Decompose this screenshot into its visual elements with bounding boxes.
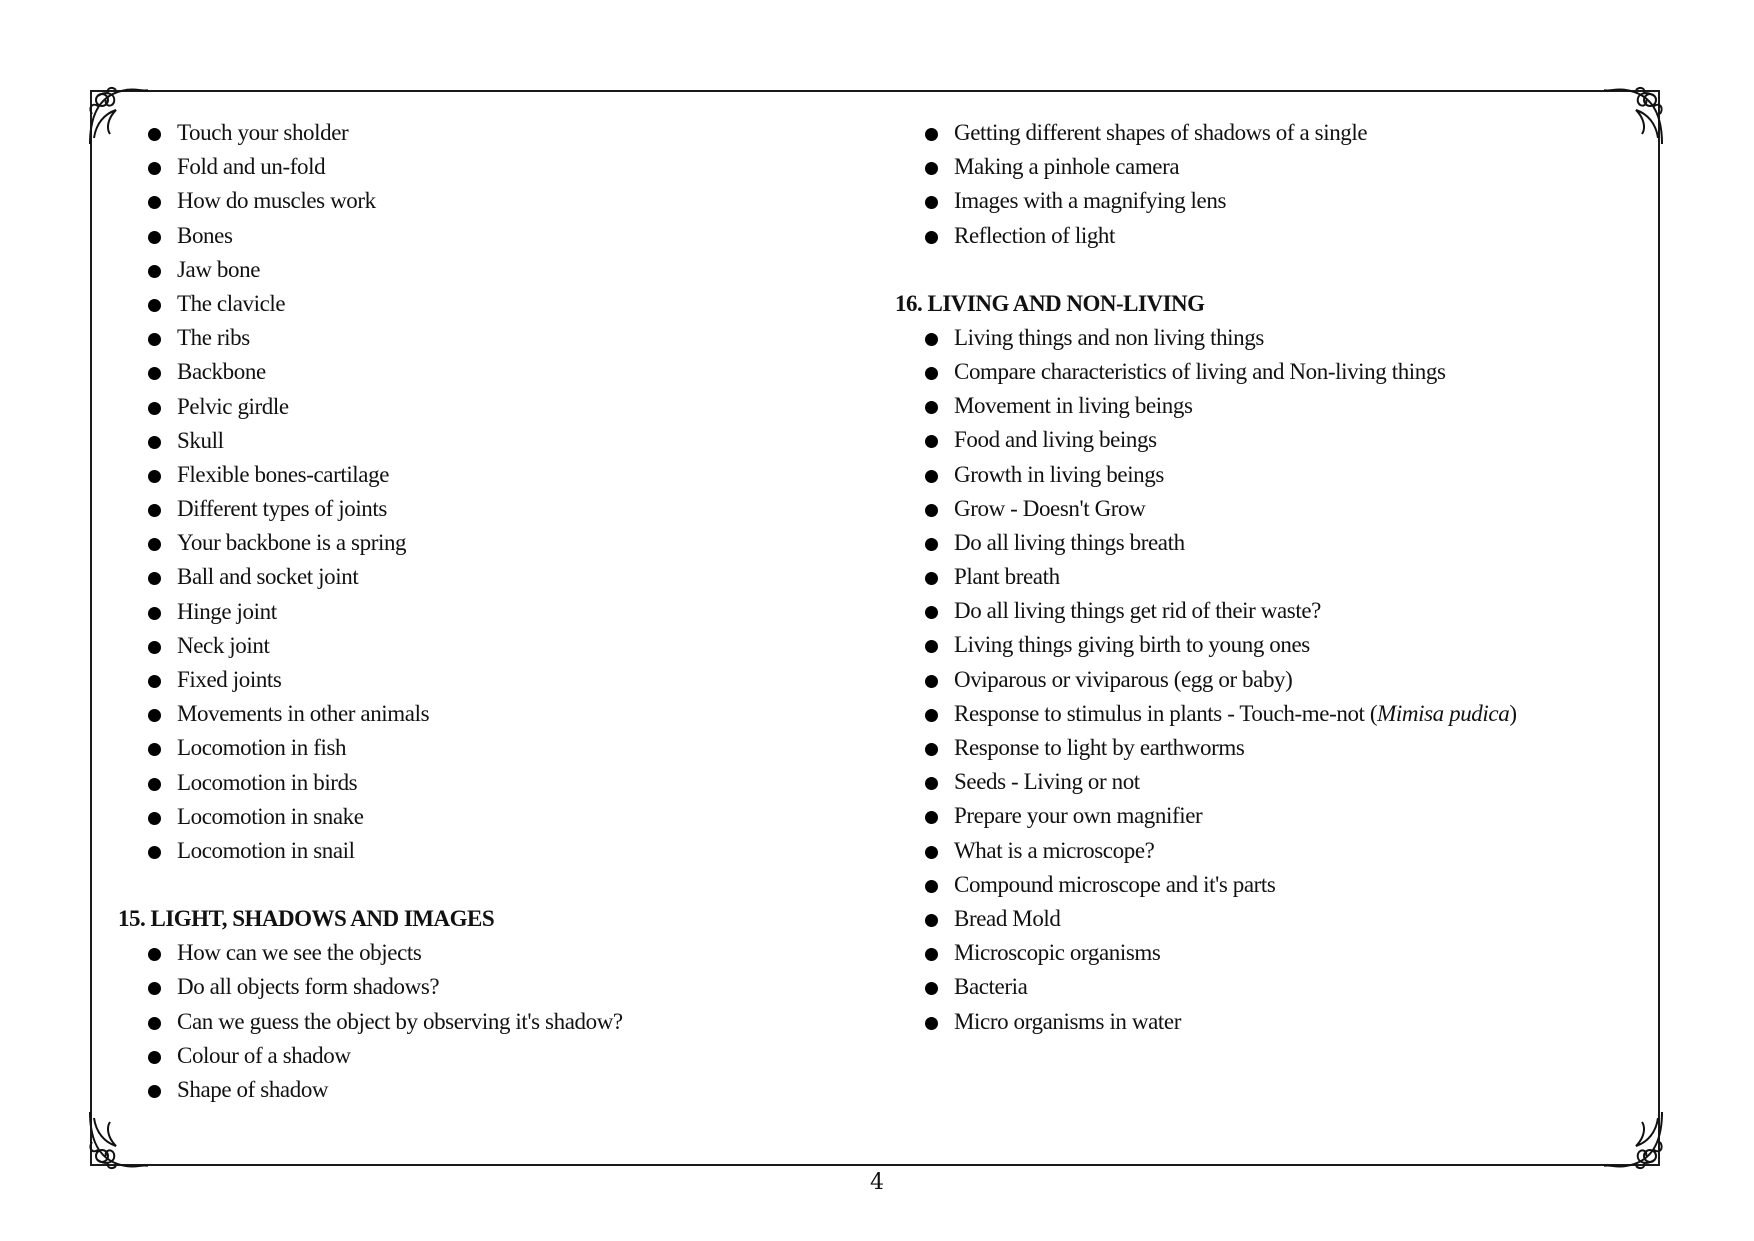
bullet-icon: [148, 162, 161, 175]
list-item: Food and living beings: [895, 423, 1635, 457]
list-item: Locomotion in snake: [118, 800, 878, 834]
list-item: The clavicle: [118, 287, 878, 321]
list-item: Different types of joints: [118, 492, 878, 526]
list-item: Reflection of light: [895, 219, 1635, 253]
bullet-icon: [925, 333, 938, 346]
list-item: Touch your sholder: [118, 116, 878, 150]
bullet-icon: [148, 572, 161, 585]
list-item: How do muscles work: [118, 184, 878, 218]
list-item: Micro organisms in water: [895, 1005, 1635, 1039]
list-item: Flexible bones-cartilage: [118, 458, 878, 492]
bullet-icon: [148, 299, 161, 312]
bullet-icon: [148, 265, 161, 278]
list-item: Do all objects form shadows?: [118, 970, 878, 1004]
bullet-icon: [925, 470, 938, 483]
bullet-icon: [148, 1085, 161, 1098]
list-item: What is a microscope?: [895, 834, 1635, 868]
list-item: Growth in living beings: [895, 458, 1635, 492]
bullet-icon: [925, 811, 938, 824]
list-item: Fold and un-fold: [118, 150, 878, 184]
right-topic-list: [895, 116, 1635, 253]
list-item: Hinge joint: [118, 595, 878, 629]
list-item: Movements in other animals: [118, 697, 878, 731]
page-number: 4: [870, 1170, 884, 1195]
bullet-icon: [148, 538, 161, 551]
bullet-icon: [925, 435, 938, 448]
bullet-icon: [148, 846, 161, 859]
list-item: Images with a magnifying lens: [895, 184, 1635, 218]
list-item: Compare characteristics of living and Non-living things: [895, 355, 1635, 389]
list-item: Grow - Doesn't Grow: [895, 492, 1635, 526]
list-item: Getting different shapes of shadows of a single: [895, 116, 1635, 150]
list-item: Bones: [118, 219, 878, 253]
list-item: Seeds - Living or not: [895, 765, 1635, 799]
list-item: Shape of shadow: [118, 1073, 878, 1107]
bullet-icon: [925, 880, 938, 893]
bullet-icon: [925, 982, 938, 995]
list-item: Neck joint: [118, 629, 878, 663]
bullet-icon: [148, 470, 161, 483]
list-item: How can we see the objects: [118, 936, 878, 970]
bullet-icon: [148, 128, 161, 141]
section-heading-16: 16. LIVING AND NON-LIVING: [895, 290, 1205, 316]
bullet-icon: [148, 436, 161, 449]
bullet-icon: [148, 607, 161, 620]
bullet-icon: [148, 982, 161, 995]
list-item: Making a pinhole camera: [895, 150, 1635, 184]
list-item: Plant breath: [895, 560, 1635, 594]
bullet-icon: [925, 640, 938, 653]
list-item: Backbone: [118, 355, 878, 389]
corner-ornament-bottom-right: [1600, 1106, 1666, 1172]
bullet-icon: [925, 777, 938, 790]
bullet-icon: [925, 538, 938, 551]
list-item: Your backbone is a spring: [118, 526, 878, 560]
bullet-icon: [925, 401, 938, 414]
bullet-icon: [148, 1051, 161, 1064]
bullet-icon: [148, 402, 161, 415]
list-item: Colour of a shadow: [118, 1039, 878, 1073]
bullet-icon: [925, 128, 938, 141]
bullet-icon: [925, 948, 938, 961]
bullet-icon: [148, 812, 161, 825]
bullet-icon: [148, 709, 161, 722]
bullet-icon: [925, 743, 938, 756]
corner-ornament-bottom-left: [86, 1106, 152, 1172]
list-item: Bacteria: [895, 970, 1635, 1004]
list-item: Locomotion in fish: [118, 731, 878, 765]
list-item: Locomotion in snail: [118, 834, 878, 868]
bullet-icon: [925, 572, 938, 585]
bullet-icon: [148, 196, 161, 209]
bullet-icon: [925, 367, 938, 380]
list-item: Oviparous or viviparous (egg or baby): [895, 663, 1635, 697]
left-topic-list: [118, 116, 878, 868]
bullet-icon: [925, 1017, 938, 1030]
list-item: Can we guess the object by observing it's shadow?: [118, 1005, 878, 1039]
bullet-icon: [148, 333, 161, 346]
bullet-icon: [925, 231, 938, 244]
bullet-icon: [925, 504, 938, 517]
bullet-icon: [148, 1017, 161, 1030]
list-item: Compound microscope and it's parts: [895, 868, 1635, 902]
section-heading-15: 15. LIGHT, SHADOWS AND IMAGES: [118, 906, 495, 932]
list-item: Prepare your own magnifier: [895, 799, 1635, 833]
list-item: Living things and non living things: [895, 321, 1635, 355]
list-item-stimulus: Response to stimulus in plants - Touch-me-not (Mimisa pudica): [895, 697, 1635, 731]
right-column: [895, 116, 1635, 1039]
list-item: Response to light by earthworms: [895, 731, 1635, 765]
bullet-icon: [925, 162, 938, 175]
bullet-icon: [925, 709, 938, 722]
bullet-icon: [925, 606, 938, 619]
bullet-icon: [148, 504, 161, 517]
list-item: Movement in living beings: [895, 389, 1635, 423]
left-column: [118, 116, 878, 1107]
bullet-icon: [148, 641, 161, 654]
bullet-icon: [148, 743, 161, 756]
list-item: Fixed joints: [118, 663, 878, 697]
bullet-icon: [148, 231, 161, 244]
list-item: Skull: [118, 424, 878, 458]
list-item: Microscopic organisms: [895, 936, 1635, 970]
section-15-list: [118, 936, 878, 1107]
list-item: Do all living things get rid of their waste?: [895, 594, 1635, 628]
section-16-list: [895, 321, 1635, 1039]
list-item: Bread Mold: [895, 902, 1635, 936]
bullet-icon: [925, 914, 938, 927]
bullet-icon: [148, 675, 161, 688]
bullet-icon: [148, 367, 161, 380]
bullet-icon: [925, 675, 938, 688]
list-item: Ball and socket joint: [118, 560, 878, 594]
list-item: Do all living things breath: [895, 526, 1635, 560]
list-item: The ribs: [118, 321, 878, 355]
bullet-icon: [925, 846, 938, 859]
list-item: Locomotion in birds: [118, 766, 878, 800]
bullet-icon: [148, 948, 161, 961]
list-item: Living things giving birth to young ones: [895, 628, 1635, 662]
list-item: Pelvic girdle: [118, 390, 878, 424]
bullet-icon: [925, 196, 938, 209]
bullet-icon: [148, 778, 161, 791]
list-item: Jaw bone: [118, 253, 878, 287]
scientific-name: Mimisa pudica: [1377, 700, 1510, 726]
